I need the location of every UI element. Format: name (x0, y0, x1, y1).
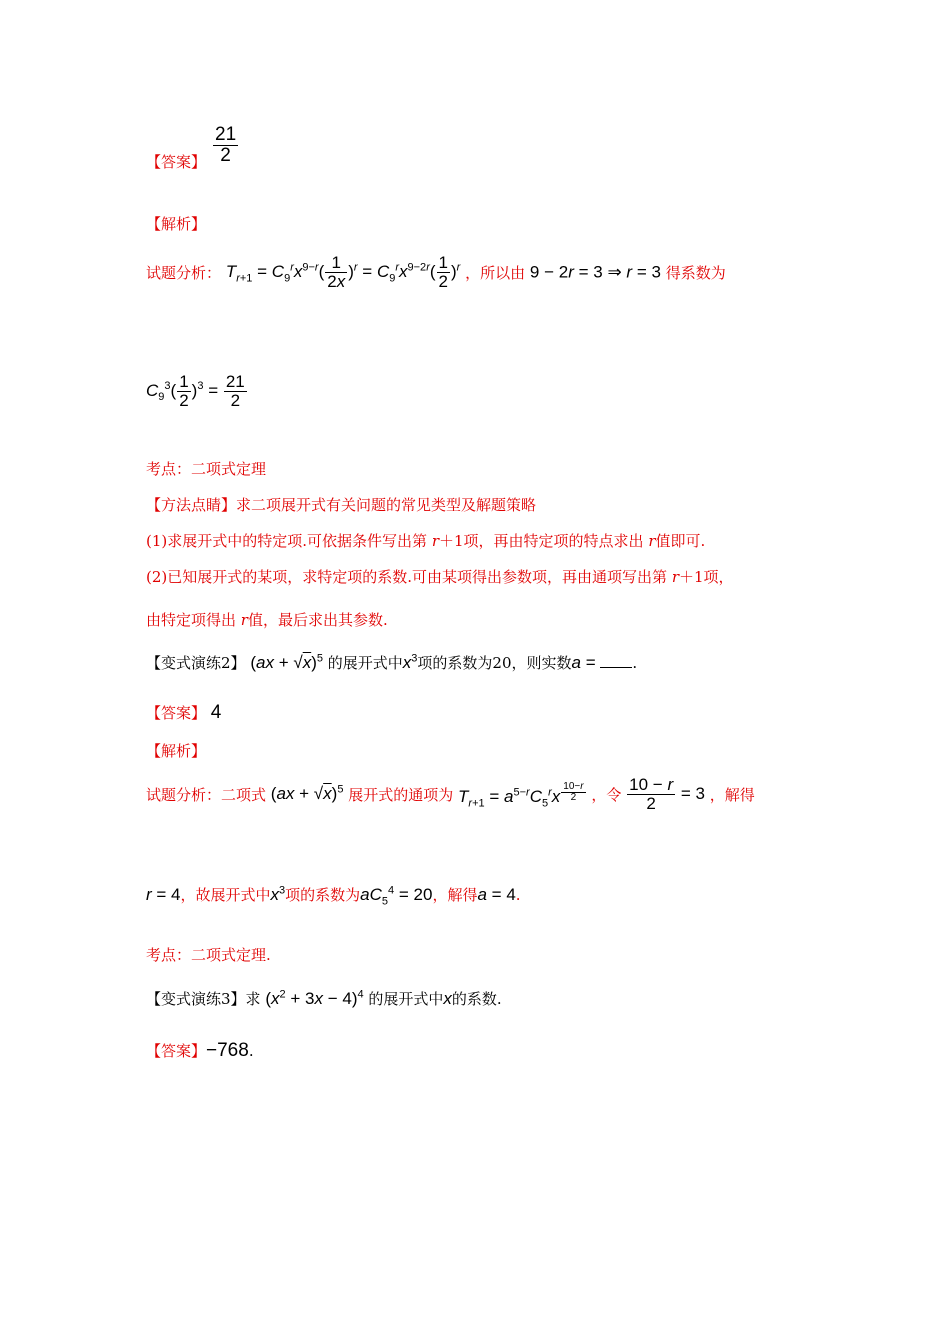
kaodian-1: 考点：二项式定理 (146, 460, 267, 478)
exercise-2-analysis-line-1 (146, 776, 755, 834)
exercise-2-r-eq: r = 4 (146, 885, 181, 904)
method-label: 【方法点睛】 (146, 496, 237, 514)
exercise-2-binomial: (ax + √x)$^5$ (250, 652, 323, 672)
answer-denominator: 2 (213, 145, 238, 166)
exercise-2-analysis-line-2 (146, 884, 521, 908)
analysis-label: 【解析】 (146, 215, 207, 233)
method-item-1 (146, 530, 705, 551)
method-heading (146, 494, 536, 515)
answer-blank (600, 655, 632, 668)
exercise-2-label: 【变式演练2】 (146, 654, 246, 672)
method-item-1-var-2: r (648, 532, 656, 550)
exercise-2-answer-row (146, 702, 221, 724)
exercise-3-end: . (248, 1042, 254, 1060)
exercise-2-end: . (632, 654, 638, 672)
exercise-2-coef-eq: $aC_5^4 = 20$ (360, 884, 433, 908)
exercise-2-answer-label: 【答案】 (146, 704, 207, 722)
exercise-2-binomial-2: (ax + √x)$^5$ (270, 783, 344, 804)
exercise-3-answer-label: 【答案】 (146, 1042, 207, 1060)
exercise-2-answer: 4 (210, 702, 222, 723)
exercise-2-line2-c: ，解得 (432, 886, 478, 904)
exercise-2-line2-end: . (515, 886, 521, 904)
exercise-2-text-b: 项的系数为20，则实数 (417, 654, 572, 672)
coefficient-result: $C_9^3$( $\frac{1}{2}$ )$^3$ = $\frac{21}{2}$ (146, 372, 245, 410)
exercise-2-x3-b: $x^3$ (270, 884, 286, 904)
method-item-1-var: r (431, 532, 439, 550)
exercise-3-text-a: 求 (245, 990, 261, 1008)
answer-numerator: 21 (215, 124, 237, 145)
method-item-2 (146, 566, 734, 587)
analysis-prefix: 试题分析： (146, 263, 222, 282)
exercise-2-line1-a: 试题分析：二项式 (146, 785, 267, 804)
exercise-2-line1-b: 展开式的通项为 (348, 785, 454, 804)
method-item-1-text-c: 值即可. (655, 532, 706, 550)
answer-fraction (212, 125, 239, 166)
answer-label: 【答案】 (146, 153, 207, 171)
exercise-3-label: 【变式演练3】 (146, 990, 246, 1008)
exercise-2-text-a: 的展开式中 (327, 654, 403, 672)
analysis-mid: ，所以由 (465, 263, 526, 282)
method-item-1-text-b: ＋1项，再由特定项的特点求出 (438, 532, 644, 550)
method-title: 求二项展开式有关问题的常见类型及解题策略 (236, 496, 537, 514)
exercise-2-line1-c: ，令 (591, 785, 622, 804)
method-item-1-text-a: (1)求展开式中的特定项.可依据条件写出第 (146, 532, 428, 550)
exercise-2-line2-a: ，故展开式中 (180, 886, 271, 904)
exercise-2-x3: $x^3$ (402, 652, 418, 672)
analysis-line-1 (146, 254, 726, 304)
method-item-2-line2-b: 值，最后求出其参数. (247, 611, 388, 629)
exercise-2-equation: $\frac{10 - r}{2}$ = 3 (629, 775, 705, 813)
method-item-2-line2-var: r (240, 611, 248, 629)
exercise-2-general-term: $T_{r+1} = a^{5-r}C_5^rx$ $^{\frac{10-r}{2}}$ (458, 780, 584, 810)
method-item-2-line-2 (146, 609, 388, 630)
exercise-3-question (146, 988, 502, 1009)
method-item-2-line2-a: 由特定项得出 (146, 611, 237, 629)
exercise-2-question (146, 652, 637, 673)
analysis-end: 得系数为 (665, 263, 726, 282)
method-item-2-text-b: ＋1项， (678, 568, 734, 586)
exercise-2-line2-b: 项的系数为 (285, 886, 361, 904)
exercise-3-answer-row (146, 1040, 254, 1062)
method-item-2-text-a: (2)已知展开式的某项，求特定项的系数.可由某项得出参数项，再由通项写出第 (146, 568, 668, 586)
exercise-2-a-eq: a = (571, 653, 601, 672)
kaodian-2: 考点：二项式定理. (146, 946, 271, 964)
general-term-formula: $T_{r+1} = C_9^rx^{9-r}$( $\frac{1}{2x}$ )$^r = C_9^rx^{9-2r}$( $\frac{1}{2}$ )$^r$ (225, 253, 461, 291)
exercise-3-text-c: 的系数. (451, 990, 502, 1008)
equation-r: 9 − 2r = 3 ⇒ r = 3 (529, 262, 661, 282)
exercise-2-a-result: a = 4 (477, 885, 516, 904)
exercise-3-x: x (443, 989, 452, 1008)
exercise-3-text-b: 的展开式中 (368, 990, 444, 1008)
exercise-2-line1-d: ，解得 (709, 785, 755, 804)
method-item-2-var: r (671, 568, 679, 586)
exercise-3-polynomial: $(x^2 + 3x - 4)^4$ (265, 988, 364, 1008)
exercise-3-answer: −768 (206, 1040, 249, 1061)
exercise-2-analysis-label: 【解析】 (146, 742, 207, 760)
